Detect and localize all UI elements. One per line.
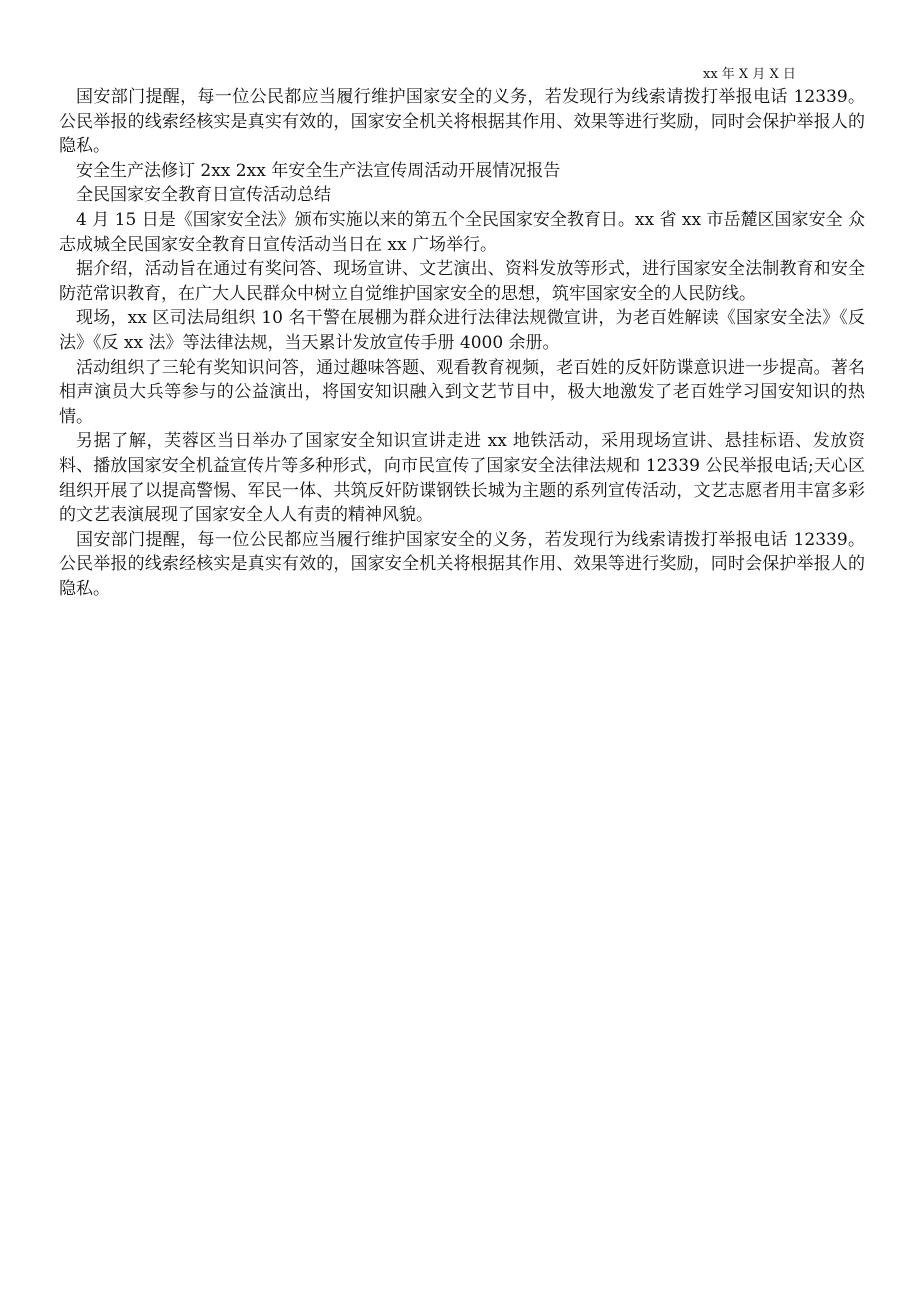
paragraph-districts: 另据了解，芙蓉区当日举办了国家安全知识宣讲走进 xx 地铁活动，采用现场宣讲、悬挂标语、发放资料、播放国家安全机益宣传片等多种形式，向市民宣传了国家安全法律法规和 12339 公民举报电话;天心区组织开展了以提高警惕、军民一体、共筑反奸防谍钢铁长城为主题的系列宣传活动，文艺志愿者用丰富多彩的文艺表演展现了国家安全人人有责的精神风貌。 [59,431,865,526]
paragraph-intro: 4 月 15 日是《国家安全法》颁布实施以来的第五个全民国家安全教育日。xx 省 xx 市岳麓区国家安全 众志成城全民国家安全教育日宣传活动当日在 xx 广场举行。 [59,209,865,255]
document-date: xx 年 X 月 X 日 [703,67,796,82]
paragraph-onsite: 现场，xx 区司法局组织 10 名干警在展棚为群众进行法律法规微宣讲，为老百姓解读《国家安全法》《反法》《反 xx 法》等法律法规，当天累计发放宣传手册 4000 余册。 [59,308,865,353]
paragraph-purpose: 据介绍，活动旨在通过有奖问答、现场宣讲、文艺演出、资料发放等形式，进行国家安全法制教育和安全防范常识教育，在广大人民群众中树立自觉维护国家安全的思想，筑牢国家安全的人民防线。 [59,259,865,304]
paragraph-reminder-top: 国安部门提醒，每一位公民都应当履行维护国家安全的义务，若发现行为线索请拨打举报电话 12339。公民举报的线索经核实是真实有效的，国家安全机关将根据其作用、效果等进行奖励，同时会保护举报人的隐私。 [59,87,865,157]
paragraph-summary-title: 全民国家安全教育日宣传活动总结 [76,185,331,206]
document-body [59,85,865,601]
paragraph-safety-report-title: 安全生产法修订 2xx 2xx 年安全生产法宣传周活动开展情况报告 [76,160,561,181]
paragraph-quiz: 活动组织了三轮有奖知识问答，通过趣味答题、观看教育视频，老百姓的反奸防谍意识进一步提高。著名相声演员大兵等参与的公益演出，将国安知识融入到文艺节目中，极大地激发了老百姓学习国安知识的热情。 [59,357,865,427]
paragraph-reminder-bottom: 国安部门提醒，每一位公民都应当履行维护国家安全的义务，若发现行为线索请拨打举报电话 12339。公民举报的线索经核实是真实有效的，国家安全机关将根据其作用、效果等进行奖励，同时会保护举报人的隐私。 [59,529,865,599]
